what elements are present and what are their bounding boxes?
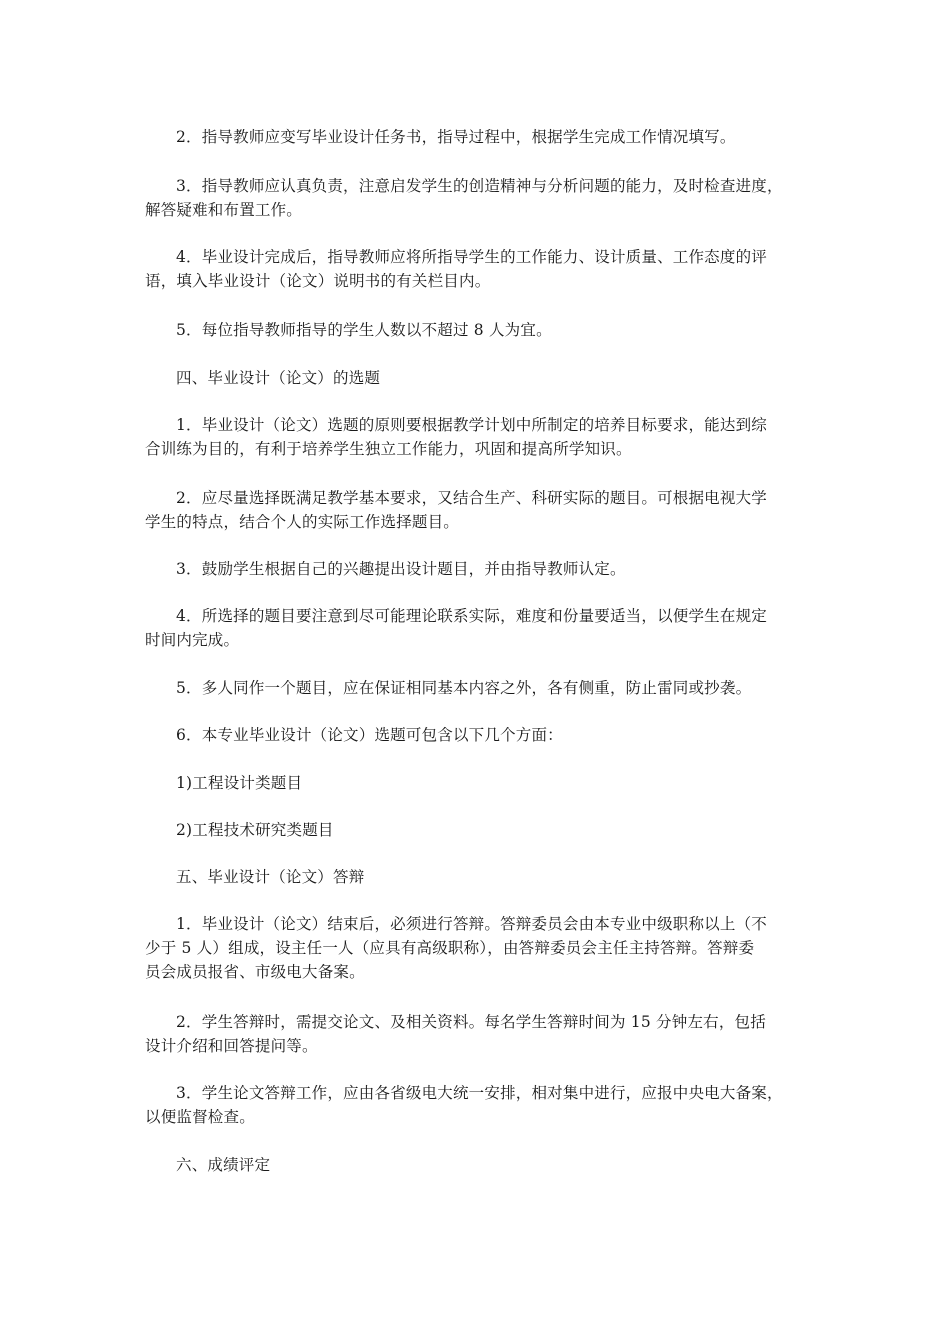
paragraph-topic-principle [145,413,810,461]
paragraph-line: 2．指导教师应变写毕业设计任务书，指导过程中，根据学生完成工作情况填写。 [176,128,736,146]
section-heading-grading [145,1153,810,1177]
section-heading: 六、成绩评定 [176,1156,271,1174]
paragraph-line: 3．指导教师应认真负责，注意启发学生的创造精神与分析问题的能力，及时检查进度， [176,177,783,195]
paragraph-4-evaluation [145,245,810,293]
paragraph-topic-categories [145,723,810,747]
paragraph-topic-choice [145,486,810,534]
paragraph-line: 5．多人同作一个题目，应在保证相同基本内容之外，各有侧重，防止雷同或抄袭。 [176,679,752,697]
paragraph-line: 解答疑难和布置工作。 [145,201,303,219]
section-heading: 五、毕业设计（论文）答辩 [176,868,365,886]
paragraph-line: 合训练为目的，有利于培养学生独立工作能力，巩固和提高所学知识。 [145,440,632,458]
section-heading: 四、毕业设计（论文）的选题 [176,369,381,387]
paragraph-5-student-count [145,318,810,342]
paragraph-line: 1．毕业设计（论文）结束后，必须进行答辩。答辩委员会由本专业中级职称以上（不 [176,915,767,933]
paragraph-line: 6．本专业毕业设计（论文）选题可包含以下几个方面： [176,726,563,744]
paragraph-line: 语，填入毕业设计（论文）说明书的有关栏目内。 [145,272,491,290]
paragraph-defense-committee [145,912,810,984]
paragraph-line: 设计介绍和回答提问等。 [145,1037,318,1055]
paragraph-line: 2．应尽量选择既满足教学基本要求，又结合生产、科研实际的题目。可根据电视大学 [176,489,767,507]
paragraph-line: 2．学生答辩时，需提交论文、及相关资料。每名学生答辩时间为 15 分钟左右，包括 [176,1013,766,1031]
paragraph-line: 4．所选择的题目要注意到尽可能理论联系实际，难度和份量要适当，以便学生在规定 [176,607,767,625]
list-item: 1)工程设计类题目 [176,774,303,792]
paragraph-topic-shared [145,676,810,700]
paragraph-line: 3．鼓励学生根据自己的兴趣提出设计题目，并由指导教师认定。 [176,560,626,578]
section-heading-defense [145,865,810,889]
paragraph-line: 4．毕业设计完成后，指导教师应将所指导学生的工作能力、设计质量、工作态度的评 [176,248,767,266]
paragraph-defense-arrangement [145,1081,810,1129]
paragraph-line: 少于 5 人）组成，设主任一人（应具有高级职称），由答辩委员会主任主持答辩。答辩委 [145,939,755,957]
paragraph-2-task-book [145,125,810,149]
paragraph-line: 学生的特点，结合个人的实际工作选择题目。 [145,513,460,531]
section-heading-topic-selection [145,366,810,390]
paragraph-defense-materials [145,1010,810,1058]
paragraph-line: 以便监督检查。 [145,1108,255,1126]
paragraph-3-responsibility [145,174,810,222]
paragraph-line: 3．学生论文答辩工作，应由各省级电大统一安排，相对集中进行，应报中央电大备案， [176,1084,783,1102]
list-item-engineering-design [145,771,810,795]
paragraph-line: 员会成员报省、市级电大备案。 [145,963,365,981]
list-item-engineering-research [145,818,810,842]
paragraph-line: 5．每位指导教师指导的学生人数以不超过 8 人为宜。 [176,321,552,339]
paragraph-line: 1．毕业设计（论文）选题的原则要根据教学计划中所制定的培养目标要求，能达到综 [176,416,767,434]
list-item: 2)工程技术研究类题目 [176,821,334,839]
paragraph-line: 时间内完成。 [145,631,240,649]
paragraph-topic-difficulty [145,604,810,652]
paragraph-topic-interest [145,557,810,581]
